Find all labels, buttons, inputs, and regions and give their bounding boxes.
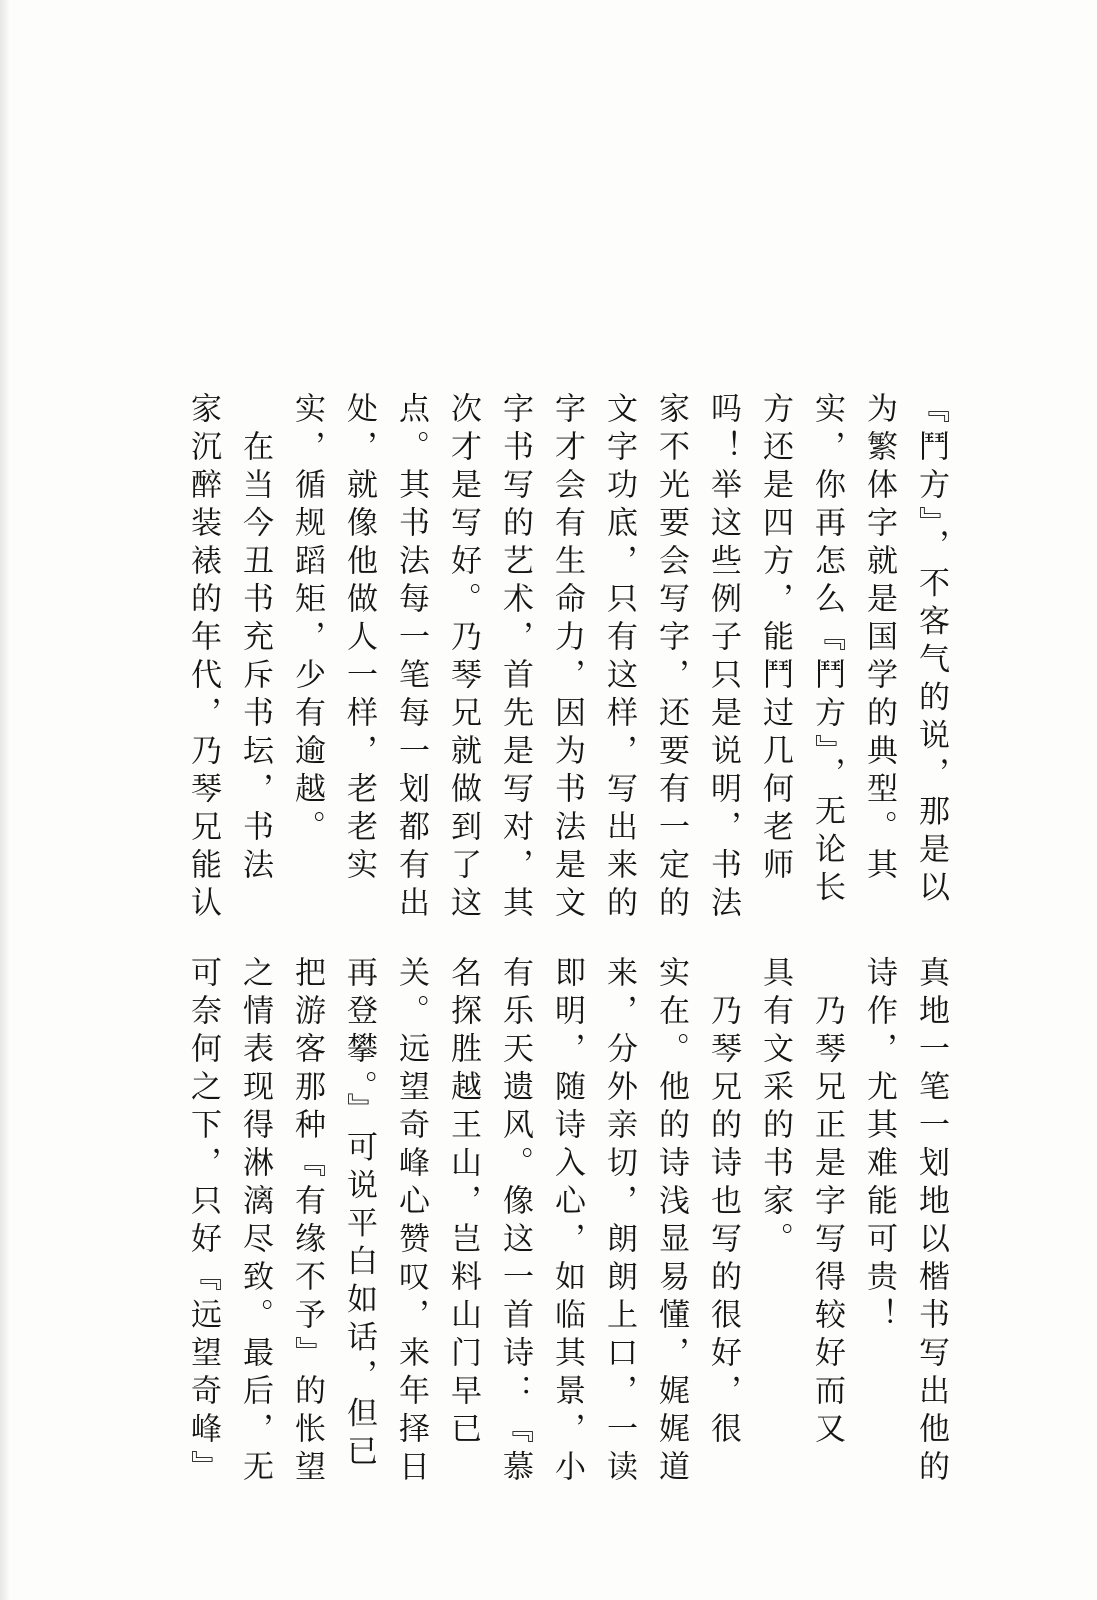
text-column: 家不光要会写字，还要有一定的 bbox=[653, 392, 689, 924]
text-column: 字书写的艺术，首先是写对，其 bbox=[497, 392, 533, 924]
text-column: 关。远望奇峰心赞叹，来年择日 bbox=[393, 956, 429, 1488]
text-column: 再登攀。』可说平白如话，但已 bbox=[341, 956, 377, 1473]
text-column: 实，循规蹈矩，少有逾越。 bbox=[289, 392, 325, 848]
text-column: 乃琴兄正是字写得较好而又 bbox=[809, 956, 845, 1450]
text-column: 为繁体字就是国学的典型。其 bbox=[861, 392, 897, 886]
text-column: 实，你再怎么『鬥方』，无论长 bbox=[809, 392, 845, 909]
text-column: 把游客那种『有缘不予』的怅望 bbox=[289, 956, 325, 1488]
text-column: 方还是四方，能鬥过几何老师 bbox=[757, 392, 793, 886]
text-column: 实在。他的诗浅显易懂，娓娓道 bbox=[653, 956, 689, 1488]
text-column: 次才是写好。乃琴兄就做到了这 bbox=[445, 392, 481, 924]
text-column: 家沉醉装裱的年代，乃琴兄能认 bbox=[185, 392, 221, 924]
text-column: 在当今丑书充斥书坛，书法 bbox=[237, 392, 273, 886]
text-column: 吗！举这些例子只是说明，书法 bbox=[705, 392, 741, 924]
text-column: 可奈何之下，只好『远望奇峰』 bbox=[185, 956, 221, 1488]
text-column: 处，就像他做人一样，老老实 bbox=[341, 392, 377, 886]
text-column: 有乐天遗风。像这一首诗：『慕 bbox=[497, 956, 533, 1488]
text-column: 名探胜越王山，岂料山门早已 bbox=[445, 956, 481, 1450]
text-column: 即明，随诗入心，如临其景，小 bbox=[549, 956, 585, 1488]
scan-edge-shadow bbox=[0, 0, 10, 1600]
text-column: 诗作，尤其难能可贵！ bbox=[861, 956, 897, 1336]
text-column: 之情表现得淋漓尽致。最后，无 bbox=[237, 956, 273, 1488]
text-column: 真地一笔一划地以楷书写出他的 bbox=[913, 956, 949, 1488]
text-column: 来，分外亲切，朗朗上口，一读 bbox=[601, 956, 637, 1488]
upper-text-block bbox=[177, 392, 957, 924]
lower-text-block bbox=[177, 956, 957, 1488]
text-column: 文字功底，只有这样，写出来的 bbox=[601, 392, 637, 924]
text-column: 乃琴兄的诗也写的很好，很 bbox=[705, 956, 741, 1450]
text-column: 字才会有生命力，因为书法是文 bbox=[549, 392, 585, 924]
text-column: 具有文采的书家。 bbox=[757, 956, 793, 1260]
text-column: 『鬥方』，不客气的说，那是以 bbox=[913, 392, 949, 909]
text-column: 点。其书法每一笔每一划都有出 bbox=[393, 392, 429, 924]
